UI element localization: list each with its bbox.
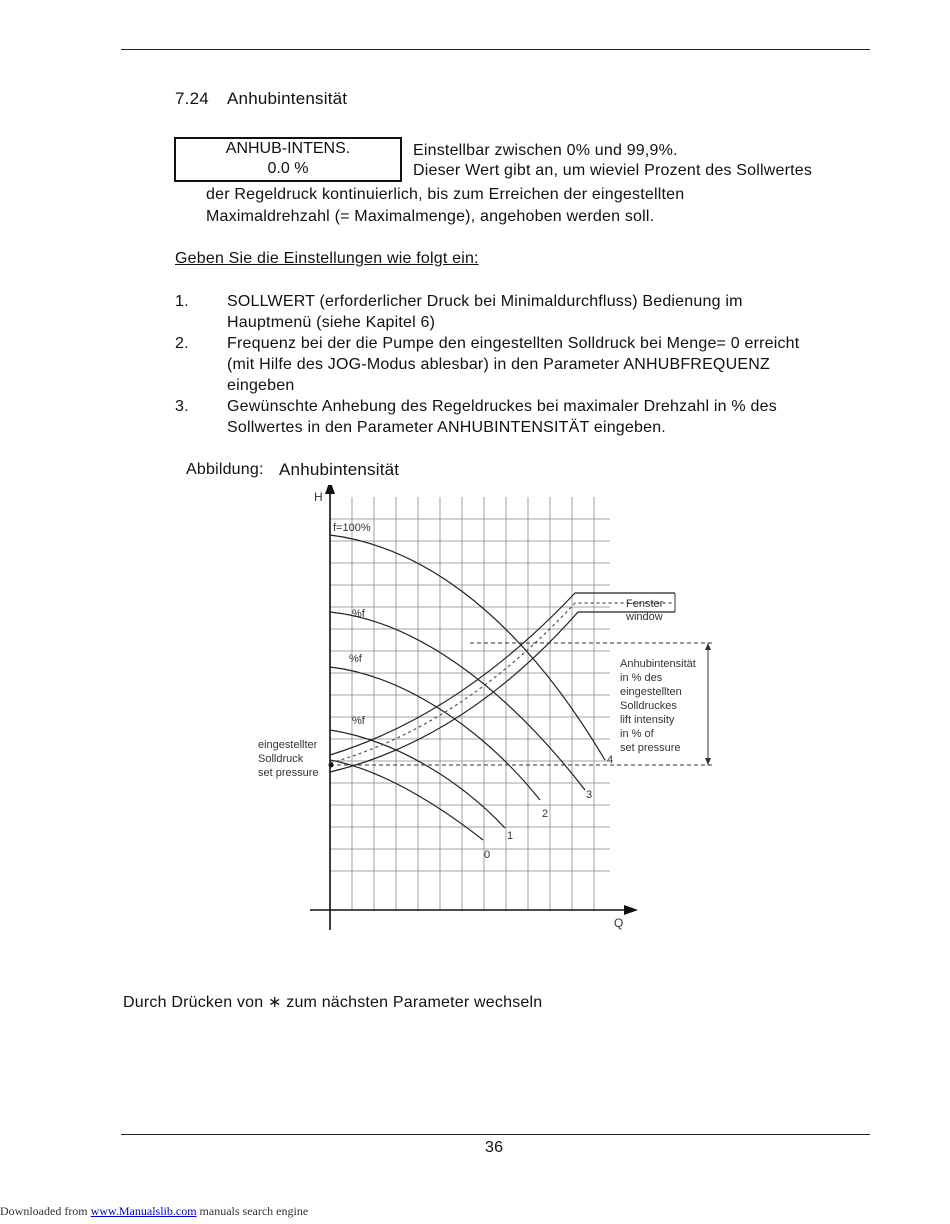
lift-intensity-diagram [250, 485, 730, 935]
description-line-2: Dieser Wert gibt an, um wieviel Prozent des Sollwertes [413, 162, 813, 179]
lift-bracket-top-arrow [705, 643, 711, 650]
parameter-value: 0.0 % [267, 160, 309, 177]
description-line-4: Maximaldrehzahl (= Maximalmenge), angehoben werden soll. [206, 208, 655, 225]
curve-label-100: f=100% [333, 522, 371, 534]
lift-label-7: set pressure [620, 742, 681, 754]
curve-label-pct-2: %f [349, 653, 362, 665]
x-axis-arrow [624, 905, 638, 915]
instructions-heading: Geben Sie die Einstellungen wie folgt ein: [175, 250, 479, 267]
step-1-number: 1. [175, 293, 189, 310]
curve-number-1: 1 [507, 830, 514, 842]
step-1-line-2: Hauptmenü (siehe Kapitel 6) [227, 314, 436, 331]
lift-label-6: in % of [620, 728, 654, 740]
curve-number-2: 2 [542, 808, 549, 820]
diagram-axes [310, 490, 630, 930]
set-pressure-label-1: eingestellter [258, 739, 318, 751]
download-footer [0, 1204, 308, 1219]
lift-label-5: lift intensity [620, 714, 675, 726]
y-axis-arrow [325, 485, 335, 494]
bottom-rule [121, 1134, 870, 1135]
curve-2 [330, 667, 540, 800]
lift-label-3: eingestellten [620, 686, 682, 698]
step-1-line-1: SOLLWERT (erforderlicher Druck bei Minimaldurchfluss) Bedienung im [227, 293, 743, 310]
curve-number-0: 0 [484, 849, 491, 861]
footer-prefix: Downloaded from [0, 1204, 88, 1218]
set-pressure-marker [329, 763, 334, 768]
lift-label-1: Anhubintensität [620, 658, 696, 670]
step-2-line-2: (mit Hilfe des JOG-Modus ablesbar) in den Parameter ANHUBFREQUENZ [227, 356, 770, 373]
parameter-display [174, 137, 402, 182]
step-3-line-2: Sollwertes in den Parameter ANHUBINTENSITÄT eingeben. [227, 419, 666, 436]
parameter-name: ANHUB-INTENS. [225, 140, 351, 157]
step-3-number: 3. [175, 398, 189, 415]
dimension-lines [675, 593, 708, 765]
curve-1 [330, 730, 505, 828]
section-title: Anhubintensität [227, 89, 348, 108]
y-axis-label: H [314, 490, 323, 504]
curve-label-pct-3: %f [352, 608, 365, 620]
curve-0 [330, 760, 483, 840]
lift-label-4: Solldruckes [620, 700, 677, 712]
curve-label-pct-1: %f [352, 715, 365, 727]
curve-f-100 [330, 535, 605, 760]
step-3-line-1: Gewünschte Anhebung des Regeldruckes bei maximaler Drehzahl in % des [227, 398, 777, 415]
footer-suffix: manuals search engine [199, 1204, 309, 1218]
step-2-line-1: Frequenz bei der die Pumpe den eingestellten Solldruck bei Menge= 0 erreicht [227, 335, 800, 352]
step-2-number: 2. [175, 335, 189, 352]
set-pressure-label-2: Solldruck [258, 753, 304, 765]
curve-number-3: 3 [586, 789, 593, 801]
figure-caption-prefix: Abbildung: [186, 461, 264, 478]
curve-3 [330, 612, 585, 790]
set-pressure-label-3: set pressure [258, 767, 319, 779]
manualslib-link[interactable]: www.Manualslib.com [90, 1204, 197, 1218]
section-number: 7.24 [175, 89, 209, 108]
bottom-instruction: Durch Drücken von ∗ zum nächsten Parameter wechseln [123, 994, 543, 1011]
figure-caption-title: Anhubintensität [279, 460, 400, 479]
description-line-3: der Regeldruck kontinuierlich, bis zum Erreichen der eingestellten [206, 186, 685, 203]
lift-bracket-bottom-arrow [705, 758, 711, 765]
window-label-1: Fenster [626, 598, 664, 610]
curve-number-4: 4 [607, 754, 614, 766]
lift-label-2: in % des [620, 672, 663, 684]
window-label-2: window [626, 611, 663, 623]
page-number: 36 [485, 1139, 504, 1156]
top-rule [121, 49, 870, 50]
description-line-1: Einstellbar zwischen 0% und 99,9%. [413, 142, 678, 159]
step-2-line-3: eingeben [227, 377, 295, 394]
x-axis-label: Q [614, 916, 624, 930]
